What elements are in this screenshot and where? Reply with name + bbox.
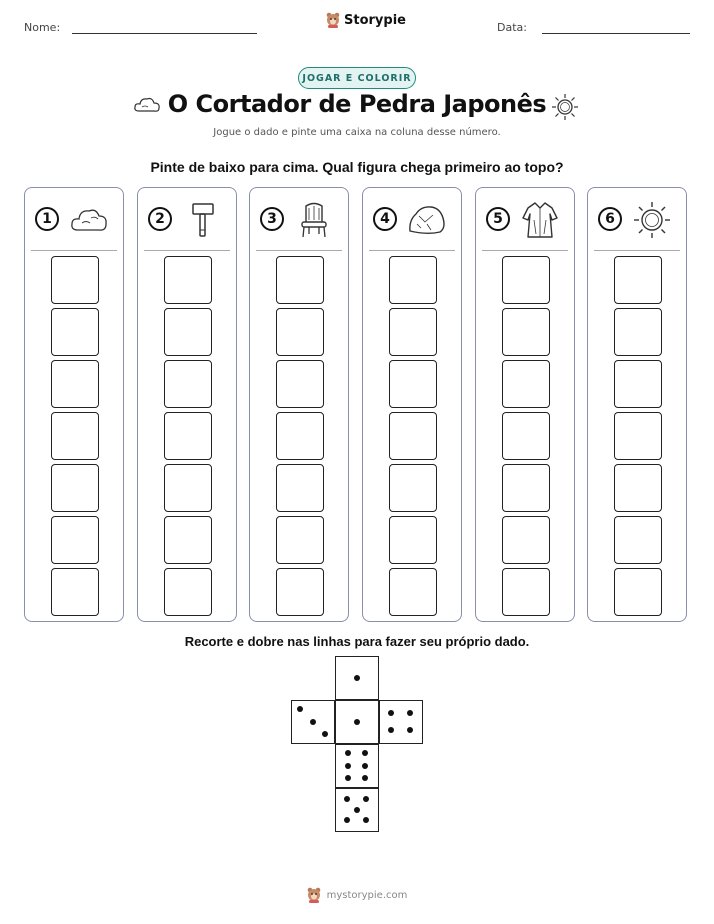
bear-logo-icon bbox=[326, 12, 340, 28]
color-box[interactable] bbox=[164, 256, 212, 304]
brand-name: Storypie bbox=[344, 12, 406, 28]
color-box[interactable] bbox=[614, 412, 662, 460]
die-pip bbox=[407, 727, 413, 733]
color-box[interactable] bbox=[614, 360, 662, 408]
column-number: 6 bbox=[598, 207, 622, 231]
die-pip bbox=[362, 763, 368, 769]
die-pip bbox=[322, 731, 328, 737]
color-box[interactable] bbox=[51, 256, 99, 304]
page-title: O Cortador de Pedra Japonês bbox=[167, 90, 547, 118]
column-number: 1 bbox=[35, 207, 59, 231]
color-box[interactable] bbox=[614, 256, 662, 304]
color-box[interactable] bbox=[389, 308, 437, 356]
rock-icon bbox=[407, 200, 447, 240]
column-number: 3 bbox=[260, 207, 284, 231]
die-face-lower bbox=[335, 744, 379, 788]
color-box[interactable] bbox=[389, 412, 437, 460]
color-box[interactable] bbox=[51, 308, 99, 356]
color-box[interactable] bbox=[276, 516, 324, 564]
name-label: Nome: bbox=[24, 21, 61, 34]
color-box[interactable] bbox=[276, 308, 324, 356]
column-divider bbox=[256, 250, 342, 251]
color-box[interactable] bbox=[389, 360, 437, 408]
color-box[interactable] bbox=[502, 256, 550, 304]
sun-decor-icon bbox=[551, 93, 579, 121]
color-box[interactable] bbox=[502, 464, 550, 512]
column-4 bbox=[362, 187, 462, 622]
color-box[interactable] bbox=[164, 464, 212, 512]
footer-url: mystorypie.com bbox=[326, 889, 408, 901]
column-3 bbox=[249, 187, 349, 622]
column-divider bbox=[594, 250, 680, 251]
die-face-top bbox=[335, 656, 379, 700]
hammer-icon bbox=[182, 200, 222, 240]
die-pip bbox=[388, 710, 394, 716]
die-pip bbox=[345, 763, 351, 769]
die-face-bottom bbox=[335, 788, 379, 832]
color-box[interactable] bbox=[389, 464, 437, 512]
color-box[interactable] bbox=[502, 308, 550, 356]
color-box[interactable] bbox=[51, 464, 99, 512]
column-divider bbox=[369, 250, 455, 251]
color-box[interactable] bbox=[276, 256, 324, 304]
bear-logo-icon bbox=[307, 887, 321, 903]
color-box[interactable] bbox=[276, 360, 324, 408]
die-pip bbox=[345, 775, 351, 781]
color-box[interactable] bbox=[51, 516, 99, 564]
color-box[interactable] bbox=[389, 568, 437, 616]
color-box[interactable] bbox=[614, 308, 662, 356]
column-number: 5 bbox=[486, 207, 510, 231]
color-box[interactable] bbox=[276, 412, 324, 460]
instruction-text: Pinte de baixo para cima. Qual figura chega primeiro ao topo? bbox=[150, 159, 564, 175]
color-box[interactable] bbox=[502, 412, 550, 460]
color-box[interactable] bbox=[389, 516, 437, 564]
color-box[interactable] bbox=[389, 256, 437, 304]
color-box[interactable] bbox=[614, 568, 662, 616]
color-box[interactable] bbox=[51, 412, 99, 460]
die-pip bbox=[344, 796, 350, 802]
color-box[interactable] bbox=[164, 568, 212, 616]
die-face-right bbox=[379, 700, 423, 744]
die-pip bbox=[407, 710, 413, 716]
color-box[interactable] bbox=[164, 412, 212, 460]
page-subtitle: Jogue o dado e pinte uma caixa na coluna desse número. bbox=[213, 127, 501, 138]
color-box[interactable] bbox=[614, 516, 662, 564]
chair-icon bbox=[294, 200, 334, 240]
column-divider bbox=[482, 250, 568, 251]
color-box[interactable] bbox=[164, 516, 212, 564]
die-pip bbox=[363, 817, 369, 823]
footer bbox=[0, 887, 714, 903]
die-pip bbox=[363, 796, 369, 802]
robe-icon bbox=[520, 200, 560, 240]
column-6 bbox=[587, 187, 687, 622]
column-5 bbox=[475, 187, 575, 622]
column-divider bbox=[31, 250, 117, 251]
cloud-icon bbox=[69, 200, 109, 240]
die-face-center bbox=[335, 700, 379, 744]
column-number: 2 bbox=[148, 207, 172, 231]
color-box[interactable] bbox=[276, 568, 324, 616]
activity-badge: JOGAR E COLORIR bbox=[298, 67, 416, 89]
color-box[interactable] bbox=[51, 360, 99, 408]
color-box[interactable] bbox=[502, 360, 550, 408]
die-pip bbox=[344, 817, 350, 823]
die-pip bbox=[345, 750, 351, 756]
die-pip bbox=[354, 719, 360, 725]
color-box[interactable] bbox=[502, 568, 550, 616]
color-box[interactable] bbox=[51, 568, 99, 616]
name-line[interactable] bbox=[72, 33, 257, 34]
die-pip bbox=[354, 675, 360, 681]
die-pip bbox=[362, 775, 368, 781]
die-face-left bbox=[291, 700, 335, 744]
color-box[interactable] bbox=[164, 360, 212, 408]
color-box[interactable] bbox=[276, 464, 324, 512]
column-divider bbox=[144, 250, 230, 251]
color-box[interactable] bbox=[164, 308, 212, 356]
die-pip bbox=[362, 750, 368, 756]
column-number: 4 bbox=[373, 207, 397, 231]
column-2 bbox=[137, 187, 237, 622]
column-1 bbox=[24, 187, 124, 622]
die-pip bbox=[297, 706, 303, 712]
date-line[interactable] bbox=[542, 33, 690, 34]
die-pip bbox=[388, 727, 394, 733]
cut-instruction: Recorte e dobre nas linhas para fazer seu próprio dado. bbox=[184, 634, 530, 649]
color-box[interactable] bbox=[614, 464, 662, 512]
color-box[interactable] bbox=[502, 516, 550, 564]
brand-logo bbox=[326, 12, 406, 28]
date-label: Data: bbox=[497, 21, 527, 34]
sun-icon bbox=[632, 200, 672, 240]
die-pip bbox=[310, 719, 316, 725]
die-pip bbox=[354, 807, 360, 813]
